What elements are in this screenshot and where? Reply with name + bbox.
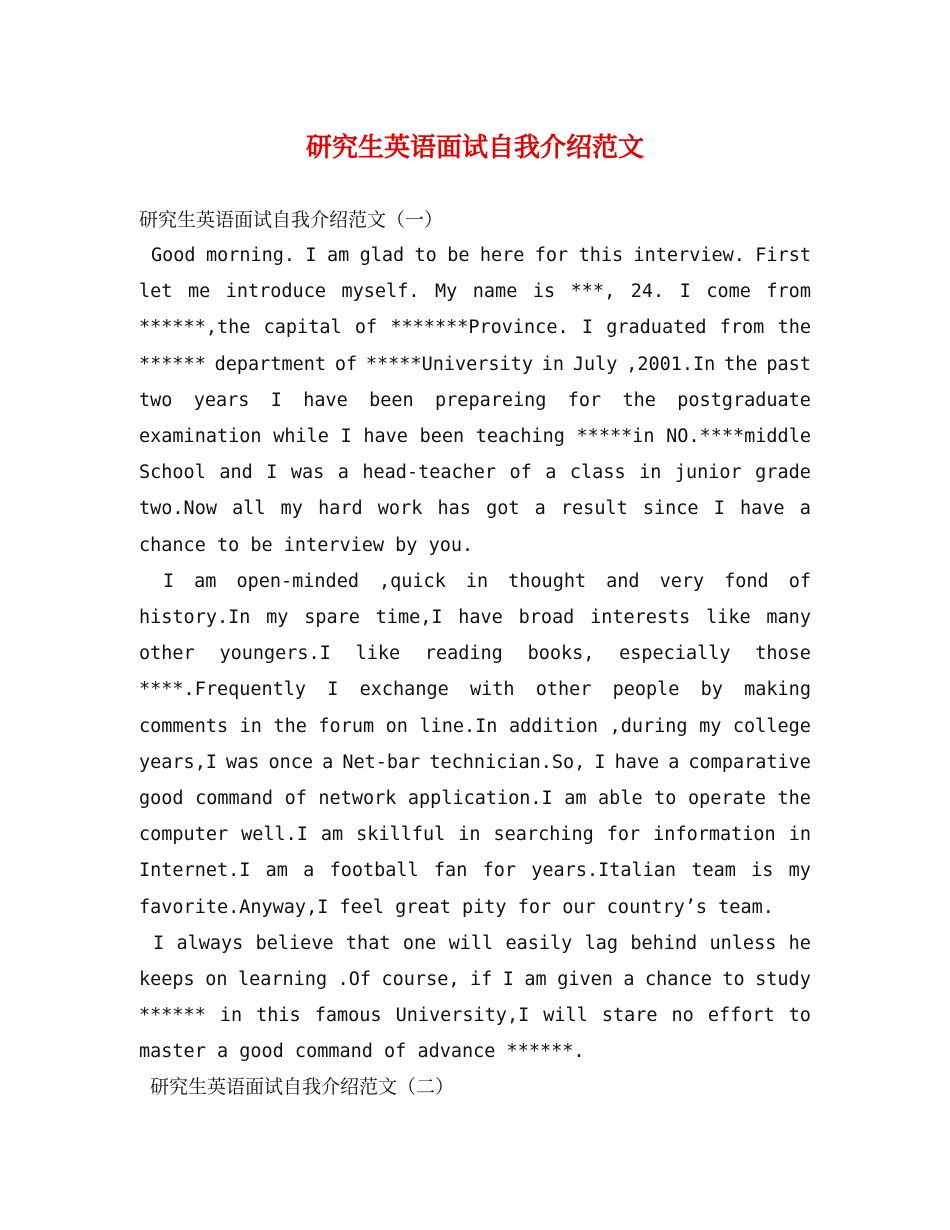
word: result	[560, 498, 628, 520]
word: with	[469, 679, 515, 701]
word: in	[219, 1005, 243, 1027]
document-title: 研究生英语面试自我介绍范文	[305, 133, 644, 163]
word: ,quick	[379, 570, 446, 592]
word: thought	[508, 570, 587, 592]
word: people	[612, 679, 680, 701]
word: the	[724, 353, 758, 375]
word: *****in	[576, 426, 655, 447]
word: one	[402, 932, 437, 954]
text-line: master a good command of advance ******.	[139, 1041, 585, 1063]
word: in	[541, 353, 565, 375]
word: especially	[619, 643, 731, 665]
word: unless	[709, 932, 777, 954]
word: famous	[314, 1005, 382, 1027]
word: course,	[381, 969, 460, 990]
word: graduated	[606, 317, 707, 339]
text-line	[139, 1001, 811, 1031]
word: come	[706, 281, 751, 303]
word: like	[355, 643, 401, 665]
word: of	[284, 788, 307, 809]
text-line	[139, 313, 811, 343]
text-line	[139, 856, 811, 886]
word: have	[740, 498, 785, 520]
word: the	[622, 389, 656, 411]
word: department	[214, 353, 327, 375]
word: given	[557, 969, 613, 990]
word: got	[486, 498, 520, 520]
word: open-minded	[236, 570, 359, 592]
word: the	[777, 317, 811, 339]
word: I	[305, 245, 317, 266]
word: I	[153, 932, 165, 954]
word: ,2001.In	[626, 353, 716, 375]
word: Internet.I	[139, 860, 251, 882]
text-line	[139, 277, 811, 307]
word: junior	[674, 462, 742, 484]
word: of	[509, 462, 532, 484]
word: college	[732, 715, 811, 737]
word: chance	[645, 969, 712, 990]
word: a	[322, 751, 334, 773]
word: in	[239, 715, 262, 737]
word: Net-bar	[342, 751, 421, 773]
word: and	[606, 570, 640, 592]
word: 24.	[630, 281, 665, 303]
text-line	[139, 386, 811, 416]
word: for	[567, 389, 602, 411]
word: line.In	[419, 715, 498, 737]
word: work	[377, 498, 423, 520]
word: have	[614, 751, 660, 773]
word: very	[659, 570, 705, 592]
word: Good	[151, 245, 196, 266]
word: years,I	[139, 751, 217, 773]
word: I	[502, 969, 514, 990]
word: the	[777, 788, 811, 809]
text-line	[139, 675, 811, 705]
word: spare	[304, 607, 360, 628]
word: am	[524, 969, 547, 990]
word: since	[642, 498, 699, 520]
word: to	[722, 969, 745, 990]
text-line	[139, 820, 811, 850]
word: that	[345, 932, 391, 954]
word: effort	[707, 1005, 775, 1027]
word: I	[581, 317, 593, 339]
word: two.Now	[139, 498, 217, 520]
word: youngers.I	[219, 643, 331, 665]
word: has	[437, 498, 471, 520]
word: football	[329, 860, 419, 882]
word: ******	[139, 353, 206, 375]
word: I	[340, 426, 352, 447]
word: *******Province.	[390, 317, 569, 339]
word: a	[303, 860, 315, 882]
word: this	[256, 1005, 301, 1027]
word: by	[700, 679, 723, 701]
word: behind	[630, 932, 698, 954]
text-line	[163, 567, 811, 597]
word: a	[623, 969, 635, 990]
word: application.I	[407, 788, 553, 809]
word: examination	[139, 426, 262, 447]
word: will	[448, 932, 494, 954]
word: in	[788, 824, 811, 846]
word: University,I	[395, 1005, 530, 1027]
word: comparative	[688, 751, 811, 773]
word: of	[334, 353, 358, 375]
text-line	[139, 712, 811, 742]
word: for	[534, 245, 569, 266]
word: postgraduate	[677, 389, 811, 411]
text-line	[139, 458, 811, 488]
word: able	[598, 788, 643, 809]
word: broad	[518, 607, 575, 628]
word: introduce	[225, 281, 326, 303]
word: technician.So,	[429, 751, 586, 773]
word: am	[265, 860, 288, 882]
word: easily	[505, 932, 573, 954]
word: I	[594, 751, 606, 773]
word: First	[755, 245, 811, 266]
word: on	[205, 969, 228, 990]
text-line	[139, 603, 811, 633]
word: computer	[139, 824, 229, 846]
word: capital	[263, 317, 342, 339]
word: other	[139, 643, 195, 665]
word: reading	[424, 643, 503, 665]
word: of	[354, 317, 378, 339]
word: ***,	[570, 281, 616, 303]
word: class	[569, 462, 626, 484]
word: glad	[359, 245, 405, 266]
word: and	[219, 462, 253, 484]
word: grade	[755, 462, 811, 484]
word: a	[668, 751, 680, 773]
word: me	[187, 281, 211, 303]
word: from	[719, 317, 765, 339]
word: stare	[601, 1005, 658, 1027]
word: exchange	[359, 679, 449, 701]
word: I	[327, 679, 339, 701]
word: to	[414, 245, 437, 266]
word: command	[195, 788, 274, 809]
section-heading-1: 研究生英语面试自我介绍范文（一）	[139, 209, 444, 231]
word: been	[419, 426, 465, 447]
word: hard	[318, 498, 363, 520]
word: all	[232, 498, 266, 520]
word: addition	[508, 715, 599, 737]
word: my	[266, 607, 289, 628]
word: years.Italian	[531, 860, 677, 882]
word: I	[679, 281, 691, 303]
word: forum	[318, 715, 375, 737]
word: have	[363, 426, 408, 447]
word: lag	[584, 932, 619, 954]
text-line: favorite.Anyway,I feel great pity for our country’s team.	[139, 896, 774, 918]
word: a	[799, 498, 811, 520]
word: ****.Frequently	[139, 679, 307, 701]
word: he	[788, 932, 811, 954]
word: for	[606, 824, 641, 846]
word: morning.	[205, 245, 296, 266]
text-line	[139, 784, 811, 814]
word: head-teacher	[362, 462, 497, 484]
word: .Of	[337, 969, 372, 990]
word: books,	[527, 643, 595, 665]
word: My	[434, 281, 458, 303]
word: fan	[433, 860, 468, 882]
word: my	[699, 715, 722, 737]
word: two	[139, 389, 173, 411]
word: information	[653, 824, 776, 846]
word: School	[139, 462, 206, 484]
word: am	[326, 245, 350, 266]
text-line	[151, 241, 811, 271]
word: a	[545, 462, 557, 484]
text-line	[139, 748, 811, 778]
word: let	[139, 281, 173, 303]
text-line	[139, 350, 811, 380]
word: am	[194, 570, 217, 592]
word: is	[751, 860, 774, 882]
word: of	[788, 570, 811, 592]
word: in	[465, 570, 489, 592]
word: time,I	[375, 607, 443, 628]
word: I	[713, 498, 725, 520]
text-line	[139, 965, 811, 995]
section-heading-2: 研究生英语面试自我介绍范文（二）	[150, 1076, 455, 1098]
word: for	[482, 860, 517, 882]
word: operate	[687, 788, 766, 809]
word: my	[280, 498, 303, 520]
word: was	[226, 751, 260, 773]
word: *****University	[365, 353, 533, 375]
word: ******,the	[139, 317, 251, 339]
word: years	[193, 389, 250, 411]
word: interview.	[633, 245, 745, 266]
word: July	[572, 353, 618, 375]
word: believe	[255, 932, 334, 954]
word: am	[320, 824, 344, 846]
word: name	[472, 281, 518, 303]
word: in	[458, 824, 481, 846]
word: my	[788, 860, 811, 882]
word: searching	[493, 824, 594, 846]
word: past	[766, 353, 811, 375]
word: I	[266, 462, 278, 484]
word: in	[639, 462, 662, 484]
word: ******	[139, 1005, 206, 1027]
word: on	[385, 715, 408, 737]
word: making	[744, 679, 811, 701]
word: no	[671, 1005, 694, 1027]
text-line	[139, 639, 811, 669]
text-line	[153, 929, 811, 959]
word: fond	[724, 570, 769, 592]
word: many	[766, 607, 811, 628]
word: like	[706, 607, 751, 628]
word: well.I	[241, 824, 308, 846]
word: to	[654, 788, 677, 809]
word: while	[273, 426, 329, 447]
text-line	[139, 422, 811, 452]
word: skillful	[356, 824, 446, 846]
word: learning	[237, 969, 328, 990]
word: myself.	[341, 281, 420, 303]
word: interests	[590, 607, 691, 628]
word: from	[766, 281, 811, 303]
word: team	[691, 860, 736, 882]
word: network	[318, 788, 397, 809]
word: am	[564, 788, 587, 809]
word: a	[534, 498, 546, 520]
word: NO.****middle	[666, 426, 811, 447]
word: I	[270, 389, 282, 411]
word: to	[788, 1005, 811, 1027]
word: once	[268, 751, 314, 773]
word: here	[479, 245, 525, 266]
word: comments	[139, 715, 229, 737]
word: is	[532, 281, 556, 303]
word: be	[447, 245, 470, 266]
word: prepareing	[435, 389, 547, 411]
word: always	[176, 932, 244, 954]
text-line	[139, 494, 811, 524]
word: will	[543, 1005, 588, 1027]
word: other	[535, 679, 592, 701]
word: have	[458, 607, 503, 628]
word: study	[755, 969, 811, 990]
word: have	[303, 389, 348, 411]
word: those	[755, 643, 811, 665]
word: keeps	[139, 969, 195, 990]
word: been	[369, 389, 414, 411]
word: good	[139, 788, 184, 809]
word: teaching	[475, 426, 565, 447]
word: was	[290, 462, 325, 484]
word: the	[273, 715, 307, 737]
text-line: chance to be interview by you.	[139, 534, 474, 556]
word: ,during	[609, 715, 688, 737]
word: history.In	[139, 607, 251, 628]
word: if	[469, 969, 493, 990]
word: this	[578, 245, 624, 266]
word: a	[337, 462, 349, 484]
word: I	[163, 570, 175, 592]
